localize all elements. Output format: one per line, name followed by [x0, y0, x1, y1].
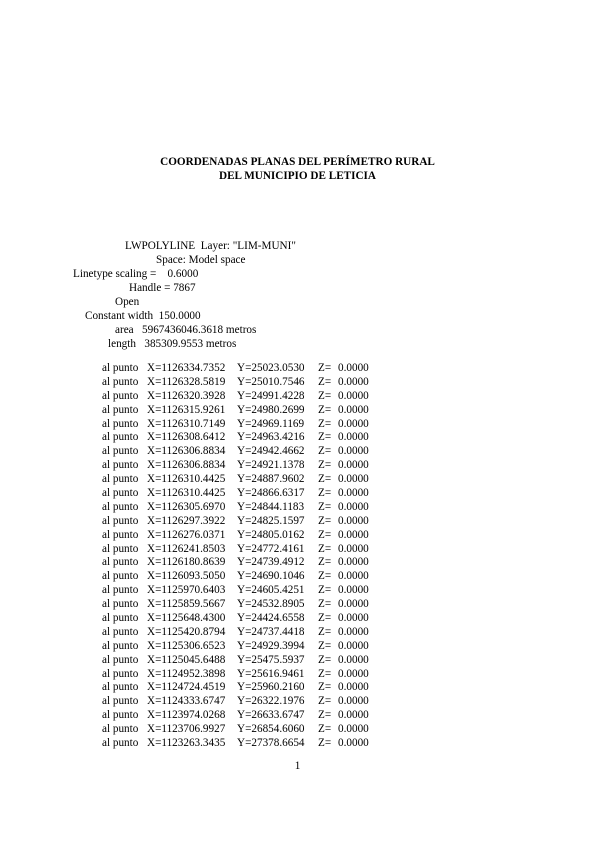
coordinate-row	[0, 570, 595, 584]
point-label: al punto	[102, 362, 139, 374]
point-label: al punto	[102, 473, 139, 486]
point-label: al punto	[102, 667, 139, 680]
z-label: Z=	[318, 487, 332, 500]
z-label: Z=	[318, 431, 332, 444]
z-coordinate: 0.0000	[338, 570, 369, 583]
coordinate-row	[0, 695, 595, 709]
z-label: Z=	[318, 723, 332, 736]
z-coordinate: 0.0000	[338, 625, 369, 638]
z-coordinate: 0.0000	[338, 362, 369, 374]
z-label: Z=	[318, 473, 332, 486]
z-coordinate: 0.0000	[338, 584, 369, 597]
point-label: al punto	[102, 737, 139, 750]
z-coordinate: 0.0000	[338, 667, 369, 680]
y-coordinate: Y=25616.9461	[237, 667, 305, 680]
z-coordinate: 0.0000	[338, 653, 369, 666]
point-label: al punto	[102, 542, 139, 555]
point-label: al punto	[102, 514, 139, 527]
area-line: area 5967436046.3618 metros	[115, 324, 257, 336]
point-label: al punto	[102, 528, 139, 541]
y-coordinate: Y=25023.0530	[237, 362, 305, 374]
z-coordinate: 0.0000	[338, 459, 369, 472]
coordinate-row	[0, 681, 595, 695]
point-label: al punto	[102, 639, 139, 652]
coordinate-row	[0, 668, 595, 682]
x-coordinate: X=1126276.0371	[147, 528, 226, 541]
y-coordinate: Y=24772.4161	[237, 542, 305, 555]
coordinate-row	[0, 459, 595, 473]
length-line: length 385309.9553 metros	[108, 338, 237, 350]
point-label: al punto	[102, 459, 139, 472]
x-coordinate: X=1125970.6403	[147, 584, 226, 597]
z-coordinate: 0.0000	[338, 598, 369, 611]
y-coordinate: Y=24844.1183	[237, 500, 305, 513]
point-label: al punto	[102, 570, 139, 583]
y-coordinate: Y=24991.4228	[237, 389, 305, 402]
y-coordinate: Y=24866.6317	[237, 487, 305, 500]
coordinate-row	[0, 376, 595, 390]
x-coordinate: X=1123974.0268	[147, 709, 226, 722]
y-coordinate: Y=24825.1597	[237, 514, 305, 527]
y-coordinate: Y=24929.3994	[237, 639, 305, 652]
y-coordinate: Y=24980.2699	[237, 403, 305, 416]
y-coordinate: Y=24887.9602	[237, 473, 305, 486]
coordinate-row	[0, 584, 595, 598]
z-coordinate: 0.0000	[338, 542, 369, 555]
z-label: Z=	[318, 459, 332, 472]
y-coordinate: Y=24690.1046	[237, 570, 305, 583]
x-coordinate: X=1126310.4425	[147, 487, 226, 500]
z-label: Z=	[318, 695, 332, 708]
point-label: al punto	[102, 487, 139, 500]
x-coordinate: X=1126308.6412	[147, 431, 226, 444]
document-title-line-2: DEL MUNICIPIO DE LETICIA	[219, 170, 376, 182]
y-coordinate: Y=24424.6558	[237, 612, 305, 625]
coordinate-row	[0, 418, 595, 432]
coordinate-row	[0, 556, 595, 570]
coordinate-row	[0, 501, 595, 515]
y-coordinate: Y=26322.1976	[237, 695, 305, 708]
point-label: al punto	[102, 375, 139, 388]
y-coordinate: Y=25475.5937	[237, 653, 305, 666]
coordinate-row	[0, 515, 595, 529]
z-coordinate: 0.0000	[338, 514, 369, 527]
x-coordinate: X=1126180.8639	[147, 556, 226, 569]
z-label: Z=	[318, 667, 332, 680]
coordinate-row	[0, 431, 595, 445]
coordinate-row	[0, 445, 595, 459]
z-label: Z=	[318, 417, 332, 430]
z-label: Z=	[318, 737, 332, 750]
z-coordinate: 0.0000	[338, 612, 369, 625]
x-coordinate: X=1126306.8834	[147, 459, 226, 472]
point-label: al punto	[102, 612, 139, 625]
y-coordinate: Y=26633.6747	[237, 709, 305, 722]
z-coordinate: 0.0000	[338, 389, 369, 402]
x-coordinate: X=1124952.3898	[147, 667, 226, 680]
point-label: al punto	[102, 625, 139, 638]
coordinate-row	[0, 654, 595, 668]
y-coordinate: Y=24532.8905	[237, 598, 305, 611]
open-line: Open	[115, 296, 140, 308]
z-label: Z=	[318, 612, 332, 625]
z-coordinate: 0.0000	[338, 737, 369, 750]
coordinate-row	[0, 640, 595, 654]
y-coordinate: Y=24969.1169	[237, 417, 305, 430]
constant-width-line: Constant width 150.0000	[85, 310, 201, 322]
coordinate-list	[0, 362, 595, 751]
x-coordinate: X=1125045.6488	[147, 653, 226, 666]
x-coordinate: X=1125420.8794	[147, 625, 226, 638]
z-label: Z=	[318, 514, 332, 527]
coordinate-row	[0, 473, 595, 487]
point-label: al punto	[102, 445, 139, 458]
linetype-scaling-line: Linetype scaling = 0.6000	[73, 268, 199, 280]
coordinate-row	[0, 626, 595, 640]
y-coordinate: Y=24805.0162	[237, 528, 305, 541]
z-coordinate: 0.0000	[338, 681, 369, 694]
handle-line: Handle = 7867	[129, 282, 196, 294]
z-label: Z=	[318, 639, 332, 652]
x-coordinate: X=1126093.5050	[147, 570, 226, 583]
coordinate-row	[0, 362, 595, 376]
z-coordinate: 0.0000	[338, 431, 369, 444]
coordinate-row	[0, 612, 595, 626]
x-coordinate: X=1125306.6523	[147, 639, 226, 652]
x-coordinate: X=1123263.3435	[147, 737, 226, 750]
point-label: al punto	[102, 556, 139, 569]
coordinate-row	[0, 723, 595, 737]
document-title-line-1: COORDENADAS PLANAS DEL PERÍMETRO RURAL	[160, 156, 435, 168]
point-label: al punto	[102, 681, 139, 694]
x-coordinate: X=1124724.4519	[147, 681, 226, 694]
x-coordinate: X=1126315.9261	[147, 403, 226, 416]
coordinate-row	[0, 709, 595, 723]
z-label: Z=	[318, 403, 332, 416]
point-label: al punto	[102, 709, 139, 722]
point-label: al punto	[102, 500, 139, 513]
point-label: al punto	[102, 653, 139, 666]
x-coordinate: X=1125859.5667	[147, 598, 226, 611]
point-label: al punto	[102, 723, 139, 736]
point-label: al punto	[102, 598, 139, 611]
coordinate-row	[0, 404, 595, 418]
z-label: Z=	[318, 681, 332, 694]
x-coordinate: X=1126310.4425	[147, 473, 226, 486]
space-line: Space: Model space	[156, 254, 246, 266]
z-coordinate: 0.0000	[338, 556, 369, 569]
z-label: Z=	[318, 362, 332, 374]
x-coordinate: X=1124333.6747	[147, 695, 226, 708]
y-coordinate: Y=24942.4662	[237, 445, 305, 458]
y-coordinate: Y=24737.4418	[237, 625, 305, 638]
z-label: Z=	[318, 528, 332, 541]
point-label: al punto	[102, 584, 139, 597]
z-coordinate: 0.0000	[338, 445, 369, 458]
z-label: Z=	[318, 598, 332, 611]
x-coordinate: X=1126310.7149	[147, 417, 226, 430]
z-label: Z=	[318, 500, 332, 513]
x-coordinate: X=1126334.7352	[147, 362, 226, 374]
x-coordinate: X=1126305.6970	[147, 500, 226, 513]
z-coordinate: 0.0000	[338, 375, 369, 388]
z-coordinate: 0.0000	[338, 639, 369, 652]
z-label: Z=	[318, 570, 332, 583]
z-coordinate: 0.0000	[338, 487, 369, 500]
point-label: al punto	[102, 417, 139, 430]
point-label: al punto	[102, 695, 139, 708]
coordinate-row	[0, 529, 595, 543]
z-label: Z=	[318, 625, 332, 638]
x-coordinate: X=1126320.3928	[147, 389, 226, 402]
z-coordinate: 0.0000	[338, 403, 369, 416]
x-coordinate: X=1126328.5819	[147, 375, 226, 388]
coordinate-row	[0, 543, 595, 557]
z-label: Z=	[318, 584, 332, 597]
coordinate-row	[0, 737, 595, 751]
y-coordinate: Y=25960.2160	[237, 681, 305, 694]
point-label: al punto	[102, 431, 139, 444]
page-number: 1	[294, 760, 301, 772]
x-coordinate: X=1126297.3922	[147, 514, 226, 527]
y-coordinate: Y=26854.6060	[237, 723, 305, 736]
z-label: Z=	[318, 389, 332, 402]
x-coordinate: X=1123706.9927	[147, 723, 226, 736]
x-coordinate: X=1126241.8503	[147, 542, 226, 555]
z-label: Z=	[318, 653, 332, 666]
z-label: Z=	[318, 556, 332, 569]
z-coordinate: 0.0000	[338, 500, 369, 513]
z-label: Z=	[318, 709, 332, 722]
z-label: Z=	[318, 542, 332, 555]
x-coordinate: X=1125648.4300	[147, 612, 226, 625]
y-coordinate: Y=24739.4912	[237, 556, 305, 569]
z-label: Z=	[318, 445, 332, 458]
y-coordinate: Y=24605.4251	[237, 584, 305, 597]
z-coordinate: 0.0000	[338, 709, 369, 722]
coordinate-row	[0, 390, 595, 404]
z-coordinate: 0.0000	[338, 528, 369, 541]
z-coordinate: 0.0000	[338, 723, 369, 736]
coordinate-row	[0, 487, 595, 501]
y-coordinate: Y=25010.7546	[237, 375, 305, 388]
z-coordinate: 0.0000	[338, 695, 369, 708]
point-label: al punto	[102, 403, 139, 416]
z-label: Z=	[318, 375, 332, 388]
z-coordinate: 0.0000	[338, 473, 369, 486]
lwpolyline-line: LWPOLYLINE Layer: "LIM-MUNI"	[125, 240, 296, 252]
y-coordinate: Y=27378.6654	[237, 737, 305, 750]
x-coordinate: X=1126306.8834	[147, 445, 226, 458]
point-label: al punto	[102, 389, 139, 402]
y-coordinate: Y=24921.1378	[237, 459, 305, 472]
y-coordinate: Y=24963.4216	[237, 431, 305, 444]
coordinate-row	[0, 598, 595, 612]
z-coordinate: 0.0000	[338, 417, 369, 430]
